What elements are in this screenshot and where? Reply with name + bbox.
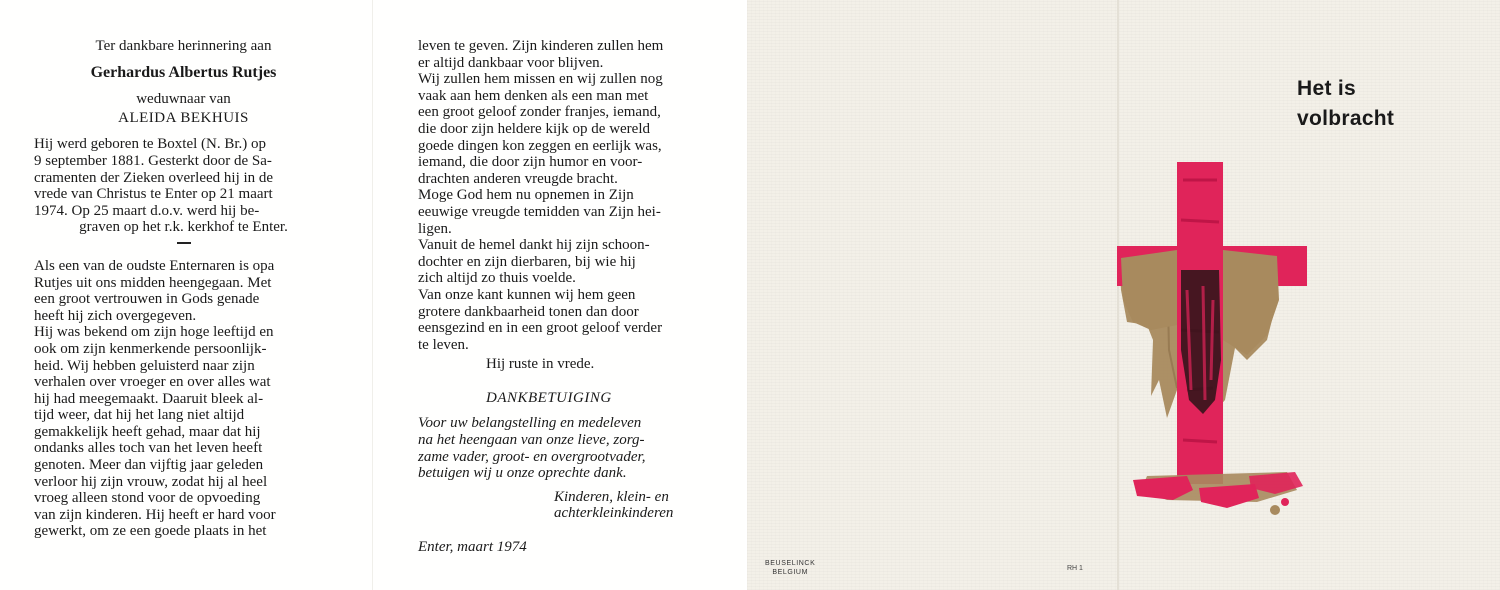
text-line: Rutjes uit ons midden heengegaan. Met	[34, 274, 272, 291]
thanks-line: na het heengaan van onze lieve, zorg-	[418, 432, 645, 449]
right-page	[418, 0, 716, 556]
bio-line: vrede van Christus te Enter op 21 maart	[34, 186, 273, 203]
text-line: iemand, die door zijn humor en voor-	[418, 154, 643, 171]
cover-title-line: Het is	[1297, 77, 1356, 100]
drape-right	[1223, 250, 1279, 355]
text-line: leven te geven. Zijn kinderen zullen hem	[418, 38, 664, 54]
blood-pool	[1199, 484, 1259, 508]
text-line: eeuwige vreugde temidden van Zijn hei-	[418, 203, 661, 220]
bio-line: graven op het r.k. kerkhof te Enter.	[79, 219, 288, 236]
text-line: Wij zullen hem missen en wij zullen nog	[418, 71, 663, 88]
publisher-line: BEUSELINCK	[765, 560, 816, 567]
bio-line: 1974. Op 25 maart d.o.v. werd hij be-	[34, 202, 260, 219]
closing-line: Hij ruste in vrede.	[486, 356, 595, 373]
section-divider	[177, 242, 191, 244]
text-line: Van onze kant kunnen wij hem geen	[418, 286, 636, 303]
text-line: Vanuit de hemel dankt hij zijn schoon-	[418, 237, 650, 254]
inner-fold-line	[372, 0, 373, 590]
text-line: gewerkt, om ze een goede plaats in het	[34, 523, 267, 540]
text-line: tijd weer, dat hij het lang niet altijd	[34, 407, 245, 424]
text-line: genoten. Meer dan vijftig jaar geleden	[34, 457, 264, 474]
cover-title	[1297, 74, 1394, 134]
blood-drop	[1270, 505, 1280, 515]
text-line: Hij was bekend om zijn hoge leeftijd en	[34, 324, 274, 341]
signature	[418, 489, 716, 522]
text-line: ondanks alles toch van het leven heeft	[34, 440, 263, 457]
thanks-line: zame vader, groot- en overgrootvader,	[418, 448, 646, 465]
bio-line: Hij werd geboren te Boxtel (N. Br.) op	[34, 136, 267, 153]
text-line: ligen.	[418, 220, 452, 237]
text-line: grotere dankbaarheid tonen dan door	[418, 303, 639, 320]
text-line: verloor hij zijn vrouw, zodat hij al heel	[34, 473, 268, 490]
thanks-heading: DANKBETUIGING	[486, 389, 612, 406]
cover-title-line: volbracht	[1297, 107, 1395, 130]
spouse-name: ALEIDA BEKHUIS	[118, 109, 249, 126]
text-line: dochter en zijn dierbaren, bij wie hij	[418, 253, 636, 270]
signature-line: Kinderen, klein- en	[554, 488, 669, 505]
text-line: er altijd dankbaar voor blijven.	[418, 54, 604, 71]
publisher-line: BELGIUM	[772, 569, 809, 576]
intro-line: Ter dankbare herinnering aan	[95, 38, 272, 54]
bio-line: 9 september 1881. Gesterkt door de Sa-	[34, 152, 272, 169]
text-line: heeft hij zich overgegeven.	[34, 307, 197, 324]
text-line: een groot vertrouwen in Gods genade	[34, 291, 260, 308]
text-line: ook om zijn kenmerkende persoonlijk-	[34, 340, 267, 357]
text-line: goede dingen kon zeggen en eerlijk was,	[418, 137, 662, 154]
signature-line: achterkleinkinderen	[554, 505, 674, 522]
bio-line: cramenten der Zieken overleed hij in de	[34, 169, 274, 186]
card-inner-pages	[0, 0, 745, 590]
thanks-text	[418, 415, 716, 481]
memorial-text	[34, 258, 333, 540]
text-line: vaak aan hem denken als een man met	[418, 87, 649, 104]
text-line: Als een van de oudste Enternaren is opa	[34, 257, 275, 274]
text-line: Moge God hem nu opnemen in Zijn	[418, 187, 634, 204]
text-line: eensgezind en in een groot geloof verder	[418, 320, 663, 337]
publisher-mark	[765, 559, 815, 577]
thanks-line: Voor uw belangstelling en medeleven	[418, 415, 642, 432]
text-line: drachten anderen vreugde bracht.	[418, 170, 618, 187]
memorial-text-continued	[418, 38, 716, 353]
blood-drop	[1281, 498, 1289, 506]
print-code: RH 1	[1067, 565, 1083, 572]
text-line: zich altijd zo thuis voelde.	[418, 270, 576, 287]
cross-illustration	[1107, 150, 1327, 530]
left-page	[34, 0, 333, 540]
text-line: die door zijn heldere kijk op de wereld	[418, 120, 651, 137]
text-line: een groot geloof zonder franjes, iemand,	[418, 104, 661, 121]
text-line: verhalen over vroeger en over alles wat	[34, 374, 271, 391]
relation-line: weduwnaar van	[136, 91, 231, 108]
text-line: heid. Wij hebben geluisterd naar zijn	[34, 357, 255, 374]
text-line: te leven.	[418, 336, 469, 353]
text-line: gemakkelijk heeft gehad, maar dat hij	[34, 423, 261, 440]
thanks-line: betuigen wij u onze oprechte dank.	[418, 465, 627, 482]
text-line: hij had meegemaakt. Daaruit bleek al-	[34, 390, 264, 407]
place-date: Enter, maart 1974	[418, 539, 527, 556]
biography	[34, 136, 333, 236]
card-cover	[747, 0, 1500, 590]
text-line: van zijn kinderen. Hij heeft er hard voor	[34, 506, 276, 523]
text-line: vroeg alleen stond voor de opvoeding	[34, 490, 261, 507]
deceased-name: Gerhardus Albertus Rutjes	[90, 63, 277, 81]
